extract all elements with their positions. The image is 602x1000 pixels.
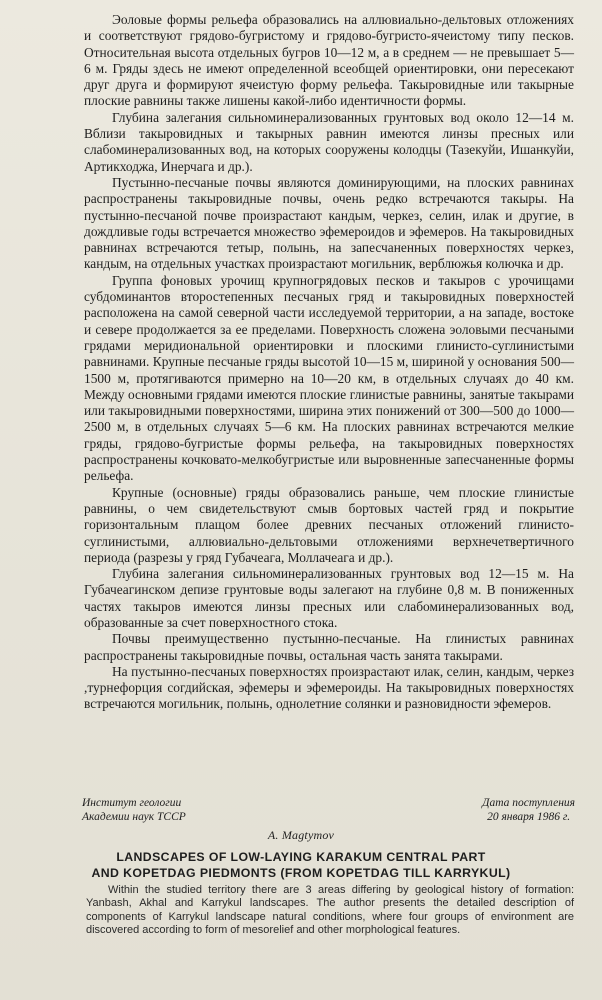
received-date (482, 796, 575, 824)
paragraph-background-tracts: Группа фоновых урочищ крупногрядовых песков и такыров с урочищами субдоминантов второстепенных песчаных гряд и такыровидных поверхностей расположена на самой северной части исследуемой территории, а на западе, востоке и севере продолжается за ее пределами. Поверхность сложена эоловыми песчаными грядами меридиональной ориентировки и плоскими глинисто-суглинистыми равнинами. Крупные песчаные гряды высотой 10—15 м, шириной у основания 500—1500 м, протягиваются примерно на 10—20 км, в отдельных случаях до 40 км. Между основными грядами имеются плоские глинистые равнины, занятые такырами или такыровидными поверхностями, ширина этих понижений от 300—500 до 1000—2500 м, в отдельных случаях 5—6 км. На плоских равнинах встречаются мелкие гряды, грядово-бугристые формы рельефа, на такыровидных поверхностях распространены кочковато-мелкобугристые или выровненные запесчаненные формы рельефа. (84, 272, 574, 484)
received-date-value: 20 января 1986 г. (487, 811, 571, 823)
received-date-label: Дата поступления (482, 797, 575, 809)
article-body (84, 12, 574, 713)
institute-line-1: Институт геологии (82, 797, 182, 809)
paragraph-vegetation-list: На пустынно-песчаных поверхностях произрастают илак, селин, кандым, черкез ,турнефорция согдийская, эфемеры и эфемероиды. На такыровидных поверхностях встречаются могильник, полынь, однолетние солянки и разновидности эфемеров. (84, 663, 574, 712)
english-abstract (86, 884, 574, 937)
paragraph-groundwater-gubacheaga: Глубина залегания сильноминерализованных грунтовых вод 12—15 м. На Губачеагинском депизе грунтовые воды залегают на глубине 0,8 м. В пониженных частях такыров имеются линзы пресных или слабоминерализованных вод, образованные за счет поверхностного стока. (84, 566, 574, 630)
institute-line-2: Академии наук ТССР (82, 811, 186, 823)
paragraph-soils-vegetation: Пустынно-песчаные почвы являются доминирующими, на плоских равнинах распространены такыровидные почвы, очень редко встречаются такыры. На пустынно-песчаной почве произрастают кандым, черкез, селин, илак и другие, в дождливые годы встречается множество эфемероидов и эфемеров. На такыровидных равнинах встречаются тетыр, полынь, на запесчаненных поверхностях черкез, кандым, на отдельных участках произрастают могильник, верблюжья колючка и др. (84, 174, 574, 272)
paragraph-groundwater-depth: Глубина залегания сильноминерализованных грунтовых вод около 12—14 м. Вблизи такыровидных и такырных равнин имеются линзы пресных или слабоминерализованных вод, на которых сооружены колодцы (Тазекуйи, Ишанкуйи, Артикходжа, Инерчага и др.). (84, 109, 574, 174)
english-title (0, 850, 602, 881)
article-footer (82, 796, 575, 824)
english-author: A. Magtymov (267, 828, 335, 842)
institute-affiliation (82, 796, 186, 824)
english-title-line-1: LANDSCAPES OF LOW-LAYING KARAKUM CENTRAL PART (116, 850, 486, 864)
paragraph-soils-types: Почвы преимущественно пустынно-песчаные. На глинистых равнинах распространены такыровидные почвы, остальная часть занята такырами. (84, 631, 574, 663)
paragraph-ridge-formation: Крупные (основные) гряды образовались раньше, чем плоские глинистые равнины, о чем свидетельствуют смыв бортовых частей гряд и покрытие горизонтальным плащом более древних песчаных отложений глинисто-суглинистыми, аллювиально-дельтовыми отложениями верхнечетвертичного периода (разрезы у гряд Губачеага, Моллачеага и др.). (84, 484, 574, 565)
paragraph-aeolian-relief: Эоловые формы рельефа образовались на аллювиально-дельтовых отложениях и соответствуют грядово-бугристому и грядово-бугристо-ячеистому типу песков. Относительная высота отдельных бугров 10—12 м, а в среднем — не превышает 5—6 м. Гряды здесь не имеют определенной всеобщей ориентировки, они пересекают друг друга и формируют ячеистую форму рельефа. Такыровидные или такырные плоские равнины также лишены какой-либо идентичности формы. (84, 12, 574, 109)
english-abstract-text: Within the studied territory there are 3 areas differing by geological history of formation: Yanbash, Akhal and Karrykul landscapes. The author presents the detailed description of components of Karrykul landscape natural conditions, where four groups of environment are discovered according to form of mesorelief and other morphological features. (86, 884, 574, 936)
english-title-line-2: AND KOPETDAG PIEDMONTS (FROM KOPETDAG TILL KARRYKUL) (91, 865, 511, 880)
